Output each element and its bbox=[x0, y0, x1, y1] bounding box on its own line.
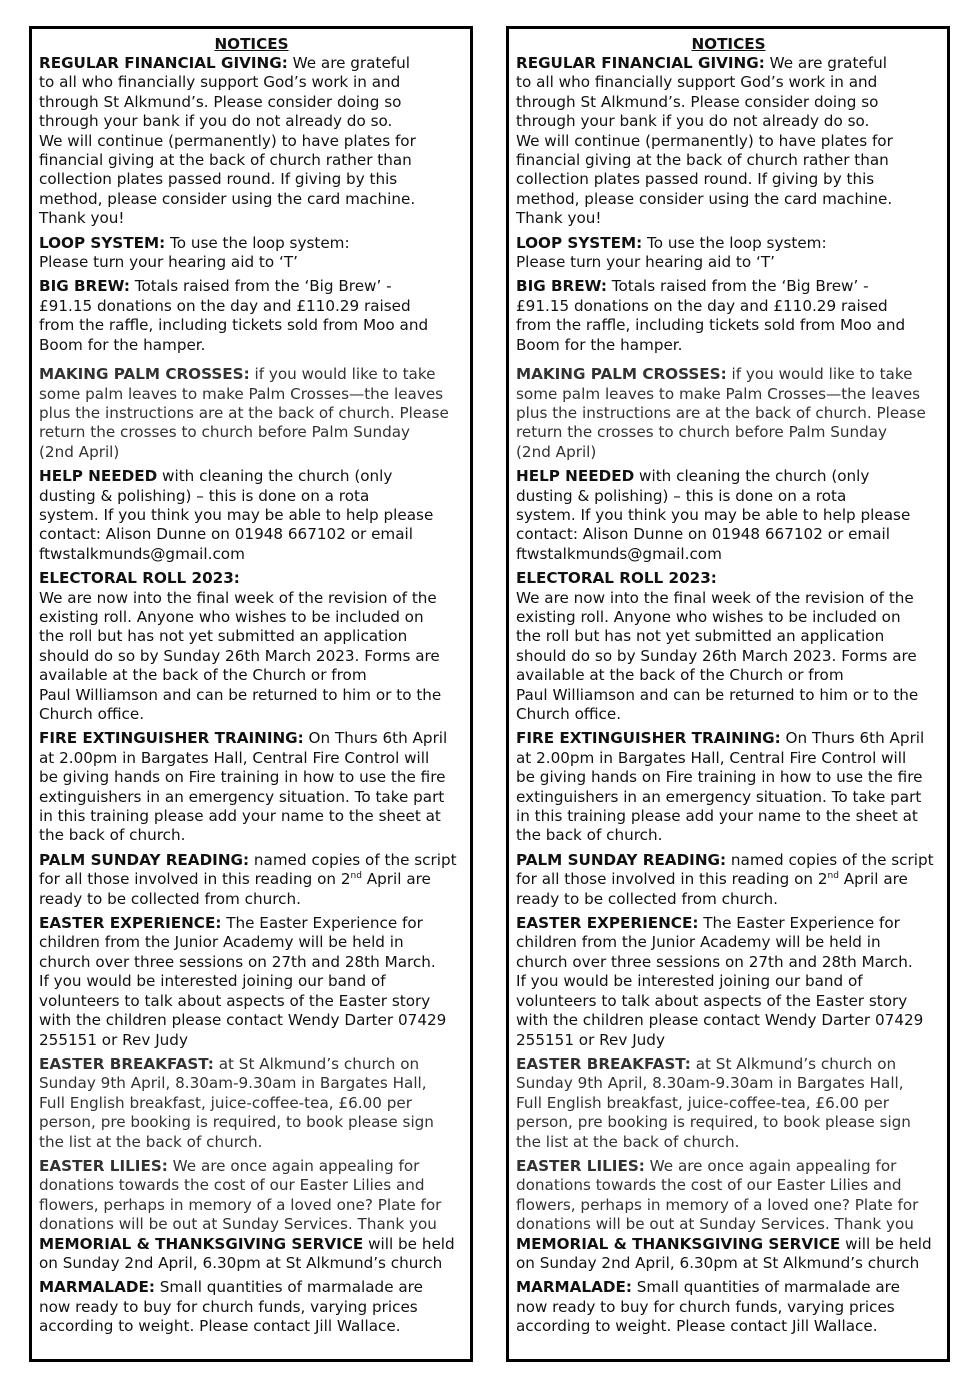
notice-body: Totals raised from the ‘Big Brew’ - £91.15 donations on the day and £110.29 raised from the raffle, including tickets sold from Moo and Boom for the hamper. bbox=[39, 277, 429, 354]
notice-body: will be held on Sunday 2nd April, 6.30pm at St Alkmund’s church bbox=[39, 1234, 455, 1272]
notice-body: The Easter Experience for children from the Junior Academy will be held in church over three sessions on 27th and 28th March. If you would be interested joining our band of volunteers to talk about aspects of the Easter story with the children please contact Wendy Darter 07429 255151 or Rev Judy bbox=[39, 914, 447, 1049]
notice-body: To use the loop system: Please turn your hearing aid to ‘T’ bbox=[39, 233, 350, 272]
notice-body: We are grateful to all who financially support God’s work in and through St Alkmund’s. Please consider doing so through your bank if you do not already do so. We will continue (permanently) to have plates for financial giving at the back of church rather than collection plates passed round. If giving by this method, please consider using the card machine. Thank you! bbox=[39, 54, 416, 228]
notice-fire-training bbox=[516, 729, 941, 845]
notice-financial-giving bbox=[39, 54, 464, 229]
notice-palm-crosses bbox=[516, 365, 941, 462]
notice-title: FIRE EXTINGUISHER TRAINING: bbox=[516, 729, 781, 748]
notice-electoral-roll bbox=[516, 569, 941, 724]
notice-title: EASTER EXPERIENCE: bbox=[516, 914, 699, 933]
notice-body-cont: April are ready to be collected from church. bbox=[516, 870, 908, 908]
notice-body: if you would like to take some palm leaves to make Palm Crosses—the leaves plus the instructions are at the back of church. Please return the crosses to church before Palm Sunday (2nd April) bbox=[516, 365, 926, 461]
notice-big-brew bbox=[39, 277, 464, 355]
notice-body: The Easter Experience for children from the Junior Academy will be held in church over three sessions on 27th and 28th March. If you would be interested joining our band of volunteers to talk about aspects of the Easter story with the children please contact Wendy Darter 07429 255151 or Rev Judy bbox=[516, 914, 924, 1049]
notice-loop-system bbox=[516, 234, 941, 273]
notice-title: REGULAR FINANCIAL GIVING: bbox=[516, 54, 765, 72]
notice-help-needed bbox=[39, 467, 464, 564]
notice-title: BIG BREW: bbox=[516, 277, 607, 296]
notice-title: BIG BREW: bbox=[39, 277, 130, 296]
notice-body: named copies of the script for all those involved in this reading on 2 bbox=[39, 850, 457, 889]
ordinal-suffix: nd bbox=[827, 871, 839, 882]
notice-title: MEMORIAL & THANKSGIVING SERVICE bbox=[39, 1234, 364, 1253]
notice-palm-sunday-reading bbox=[39, 851, 464, 909]
notice-body: if you would like to take some palm leaves to make Palm Crosses—the leaves plus the instructions are at the back of church. Please return the crosses to church before Palm Sunday (2nd April) bbox=[39, 365, 449, 461]
notice-body: We are once again appealing for donations towards the cost of our Easter Lilies and flowers, perhaps in memory of a loved one? Plate for donations will be out at Sunday Services. Thank you bbox=[39, 1156, 442, 1234]
notice-title: PALM SUNDAY READING: bbox=[516, 850, 727, 869]
notice-palm-crosses bbox=[39, 365, 464, 462]
notice-electoral-roll bbox=[39, 569, 464, 724]
notice-body: On Thurs 6th April at 2.00pm in Bargates Hall, Central Fire Control will be giving hands on Fire training in how to use the fire extinguishers in an emergency situation. To take part in this training please add your name to the sheet at the back of church. bbox=[516, 729, 925, 845]
notices-heading: NOTICES bbox=[691, 35, 766, 53]
notice-palm-sunday-reading bbox=[516, 851, 941, 909]
notice-title: EASTER LILIES: bbox=[39, 1156, 168, 1175]
notice-title: HELP NEEDED bbox=[39, 467, 158, 486]
ordinal-suffix: nd bbox=[350, 871, 362, 882]
notice-title: EASTER LILIES: bbox=[516, 1156, 645, 1175]
notice-title: FIRE EXTINGUISHER TRAINING: bbox=[39, 729, 304, 748]
notice-title: MARMALADE: bbox=[39, 1278, 155, 1297]
notice-title: MAKING PALM CROSSES: bbox=[39, 365, 250, 384]
notice-body: We are grateful to all who financially support God’s work in and through St Alkmund’s. Please consider doing so through your bank if you do not already do so. We will continue (permanently) to have plates for financial giving at the back of church rather than collection plates passed round. If giving by this method, please consider using the card machine. Thank you! bbox=[516, 54, 893, 228]
notice-title: ELECTORAL ROLL 2023: bbox=[39, 569, 240, 588]
notice-big-brew bbox=[516, 277, 941, 355]
notice-easter-lilies bbox=[516, 1157, 941, 1235]
notice-body: will be held on Sunday 2nd April, 6.30pm at St Alkmund’s church bbox=[516, 1234, 932, 1272]
notice-body: Small quantities of marmalade are now ready to buy for church funds, varying prices according to weight. Please contact Jill Wallace. bbox=[39, 1278, 423, 1336]
notice-fire-training bbox=[39, 729, 464, 845]
notice-title: MAKING PALM CROSSES: bbox=[516, 365, 727, 384]
notice-financial-giving bbox=[516, 54, 941, 229]
notice-body: with cleaning the church (only dusting & polishing) – this is done on a rota system. If you think you may be able to help please contact: Alison Dunne on 01948 667102 or email ftwstalkmunds@gmail.com bbox=[39, 467, 434, 563]
notice-body: with cleaning the church (only dusting & polishing) – this is done on a rota system. If you think you may be able to help please contact: Alison Dunne on 01948 667102 or email ftwstalkmunds@gmail.com bbox=[516, 467, 911, 563]
notice-body: We are once again appealing for donations towards the cost of our Easter Lilies and flowers, perhaps in memory of a loved one? Plate for donations will be out at Sunday Services. Thank you bbox=[516, 1156, 919, 1234]
notice-memorial-service bbox=[516, 1235, 941, 1274]
notice-title: EASTER BREAKFAST: bbox=[516, 1054, 691, 1073]
notice-easter-lilies bbox=[39, 1157, 464, 1235]
notice-body: To use the loop system: Please turn your hearing aid to ‘T’ bbox=[516, 233, 827, 272]
notice-title: EASTER BREAKFAST: bbox=[39, 1054, 214, 1073]
notice-body: Totals raised from the ‘Big Brew’ - £91.15 donations on the day and £110.29 raised from the raffle, including tickets sold from Moo and Boom for the hamper. bbox=[516, 277, 906, 354]
notices-heading: NOTICES bbox=[214, 35, 289, 53]
notice-body-cont: April are ready to be collected from church. bbox=[39, 870, 431, 908]
notice-loop-system bbox=[39, 234, 464, 273]
notice-marmalade bbox=[39, 1278, 464, 1336]
notice-easter-experience bbox=[516, 914, 941, 1050]
notice-body: We are now into the final week of the revision of the existing roll. Anyone who wishes to be included on the roll but has not yet submitted an application should do so by Sunday 26th March 2023. Forms are available at the back of the Church or from Paul Williamson and can be returned to him or to the Church office. bbox=[39, 588, 442, 723]
notice-body: On Thurs 6th April at 2.00pm in Bargates Hall, Central Fire Control will be giving hands on Fire training in how to use the fire extinguishers in an emergency situation. To take part in this training please add your name to the sheet at the back of church. bbox=[39, 729, 448, 845]
notice-body: at St Alkmund’s church on Sunday 9th April, 8.30am-9.30am in Bargates Hall, Full English breakfast, juice-coffee-tea, £6.00 per person, pre booking is required, to book please sign the list at the back of church. bbox=[516, 1054, 911, 1151]
notice-help-needed bbox=[516, 467, 941, 564]
notice-body: We are now into the final week of the revision of the existing roll. Anyone who wishes to be included on the roll but has not yet submitted an application should do so by Sunday 26th March 2023. Forms are available at the back of the Church or from Paul Williamson and can be returned to him or to the Church office. bbox=[516, 588, 919, 723]
notice-easter-experience bbox=[39, 914, 464, 1050]
notice-easter-breakfast bbox=[39, 1055, 464, 1152]
notice-title: REGULAR FINANCIAL GIVING: bbox=[39, 54, 288, 72]
notice-title: EASTER EXPERIENCE: bbox=[39, 914, 222, 933]
notice-title: MEMORIAL & THANKSGIVING SERVICE bbox=[516, 1234, 841, 1253]
notice-body: named copies of the script for all those involved in this reading on 2 bbox=[516, 850, 934, 889]
notice-title: PALM SUNDAY READING: bbox=[39, 850, 250, 869]
notice-easter-breakfast bbox=[516, 1055, 941, 1152]
notice-title: ELECTORAL ROLL 2023: bbox=[516, 569, 717, 588]
notices-panel-right bbox=[506, 26, 950, 1362]
notice-body: Small quantities of marmalade are now ready to buy for church funds, varying prices according to weight. Please contact Jill Wallace. bbox=[516, 1278, 900, 1336]
notice-title: MARMALADE: bbox=[516, 1278, 632, 1297]
notices-panel-left bbox=[29, 26, 473, 1362]
notice-title: LOOP SYSTEM: bbox=[516, 233, 643, 252]
notice-body: at St Alkmund’s church on Sunday 9th April, 8.30am-9.30am in Bargates Hall, Full English breakfast, juice-coffee-tea, £6.00 per person, pre booking is required, to book please sign the list at the back of church. bbox=[39, 1054, 434, 1151]
notice-marmalade bbox=[516, 1278, 941, 1336]
notice-title: LOOP SYSTEM: bbox=[39, 233, 166, 252]
notice-title: HELP NEEDED bbox=[516, 467, 635, 486]
notice-memorial-service bbox=[39, 1235, 464, 1274]
